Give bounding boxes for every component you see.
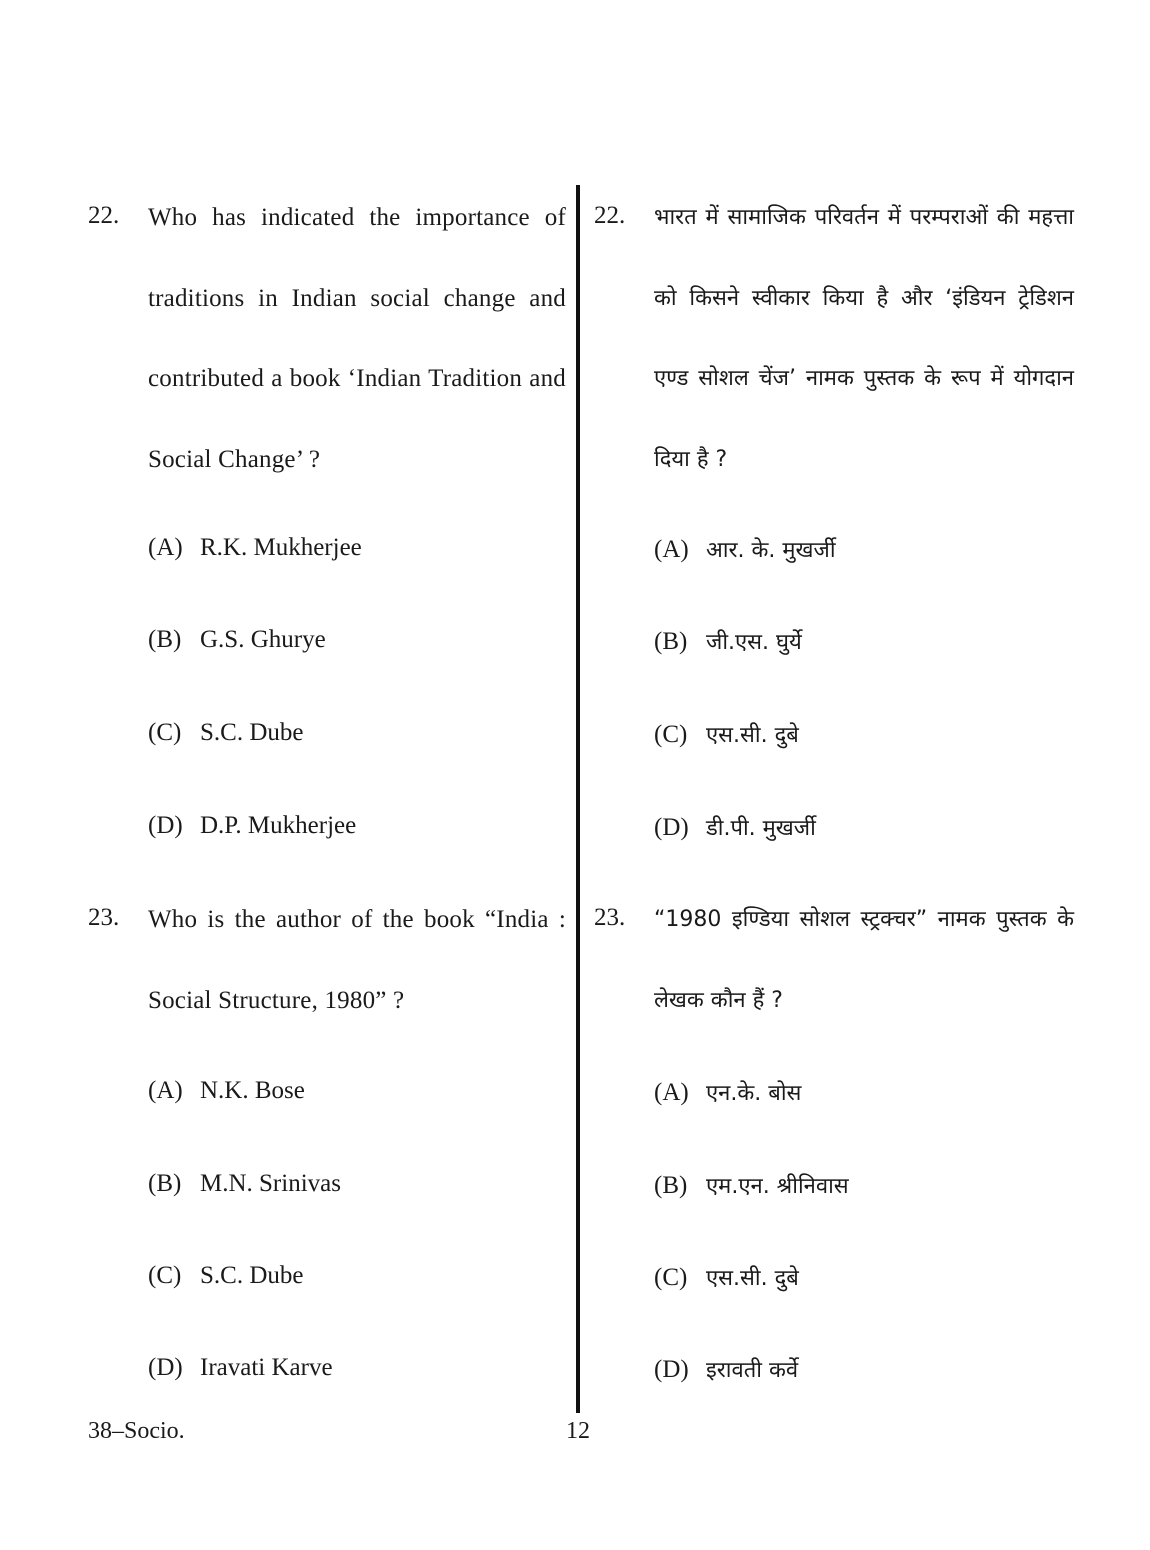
- question-text: भारत में सामाजिक परिवर्तन में परम्पराओं की महत्ता को किसने स्वीकार किया है और ‘इंडियन ट्रेडिशन एण्ड सोशल चेंज’ नामक पुस्तक के रूप में योगदान दिया है ?: [654, 205, 1074, 472]
- question-number: 23.: [594, 904, 626, 931]
- option-label: (D): [148, 812, 183, 839]
- question-number: 23.: [88, 904, 120, 931]
- option-d: [654, 812, 816, 842]
- option-text: डी.पी. मुखर्जी: [706, 816, 816, 841]
- option-text: R.K. Mukherjee: [200, 534, 362, 561]
- option-label: (C): [148, 1262, 182, 1289]
- option-label: (A): [148, 534, 183, 561]
- option-b: [654, 626, 802, 656]
- option-label: (B): [654, 628, 688, 655]
- option-label: (C): [654, 721, 688, 748]
- option-a: [148, 534, 362, 562]
- option-text: जी.एस. घुर्ये: [706, 630, 802, 655]
- option-c: [654, 1262, 799, 1292]
- option-a: [654, 534, 836, 564]
- question-text: Who has indicated the importance of traditions in Indian social change and contributed a book ‘Indian Tradition and Social Change’ ?: [148, 204, 566, 473]
- option-label: (C): [148, 719, 182, 746]
- option-text: S.C. Dube: [200, 719, 304, 746]
- option-text: Iravati Karve: [200, 1354, 333, 1381]
- option-label: (B): [148, 626, 182, 653]
- page-number: 12: [566, 1418, 590, 1444]
- option-text: आर. के. मुखर्जी: [706, 538, 836, 563]
- option-label: (D): [148, 1354, 183, 1381]
- option-text: N.K. Bose: [200, 1077, 305, 1104]
- option-label: (B): [654, 1172, 688, 1199]
- option-text: एस.सी. दुबे: [706, 723, 799, 748]
- option-label: (D): [654, 1356, 689, 1383]
- option-d: [654, 1354, 798, 1384]
- option-b: [654, 1170, 849, 1200]
- option-label: (D): [654, 814, 689, 841]
- option-text: G.S. Ghurye: [200, 626, 326, 653]
- option-label: (C): [654, 1264, 688, 1291]
- option-text: D.P. Mukherjee: [200, 812, 357, 839]
- column-divider: [576, 185, 580, 1413]
- option-b: [148, 626, 326, 654]
- option-label: (B): [148, 1170, 182, 1197]
- option-text: एन.के. बोस: [706, 1081, 802, 1106]
- option-c: [148, 719, 303, 747]
- option-d: [148, 1354, 333, 1382]
- question-number: 22.: [594, 202, 626, 229]
- paper-code: 38–Socio.: [88, 1418, 185, 1444]
- option-d: [148, 812, 356, 840]
- option-b: [148, 1170, 341, 1198]
- option-a: [148, 1077, 305, 1105]
- option-label: (A): [148, 1077, 183, 1104]
- option-label: (A): [654, 1079, 689, 1106]
- option-label: (A): [654, 536, 689, 563]
- option-text: इरावती कर्वे: [706, 1358, 799, 1383]
- question-text: “1980 इण्डिया सोशल स्ट्रक्चर” नामक पुस्तक के लेखक कौन हैं ?: [654, 907, 1074, 1013]
- option-a: [654, 1077, 801, 1107]
- option-text: S.C. Dube: [200, 1262, 304, 1289]
- question-text: Who is the author of the book “India : Social Structure, 1980” ?: [148, 906, 566, 1014]
- option-c: [148, 1262, 303, 1290]
- option-c: [654, 719, 799, 749]
- option-text: एस.सी. दुबे: [706, 1266, 799, 1291]
- option-text: M.N. Srinivas: [200, 1170, 341, 1197]
- question-number: 22.: [88, 202, 120, 229]
- option-text: एम.एन. श्रीनिवास: [706, 1174, 849, 1199]
